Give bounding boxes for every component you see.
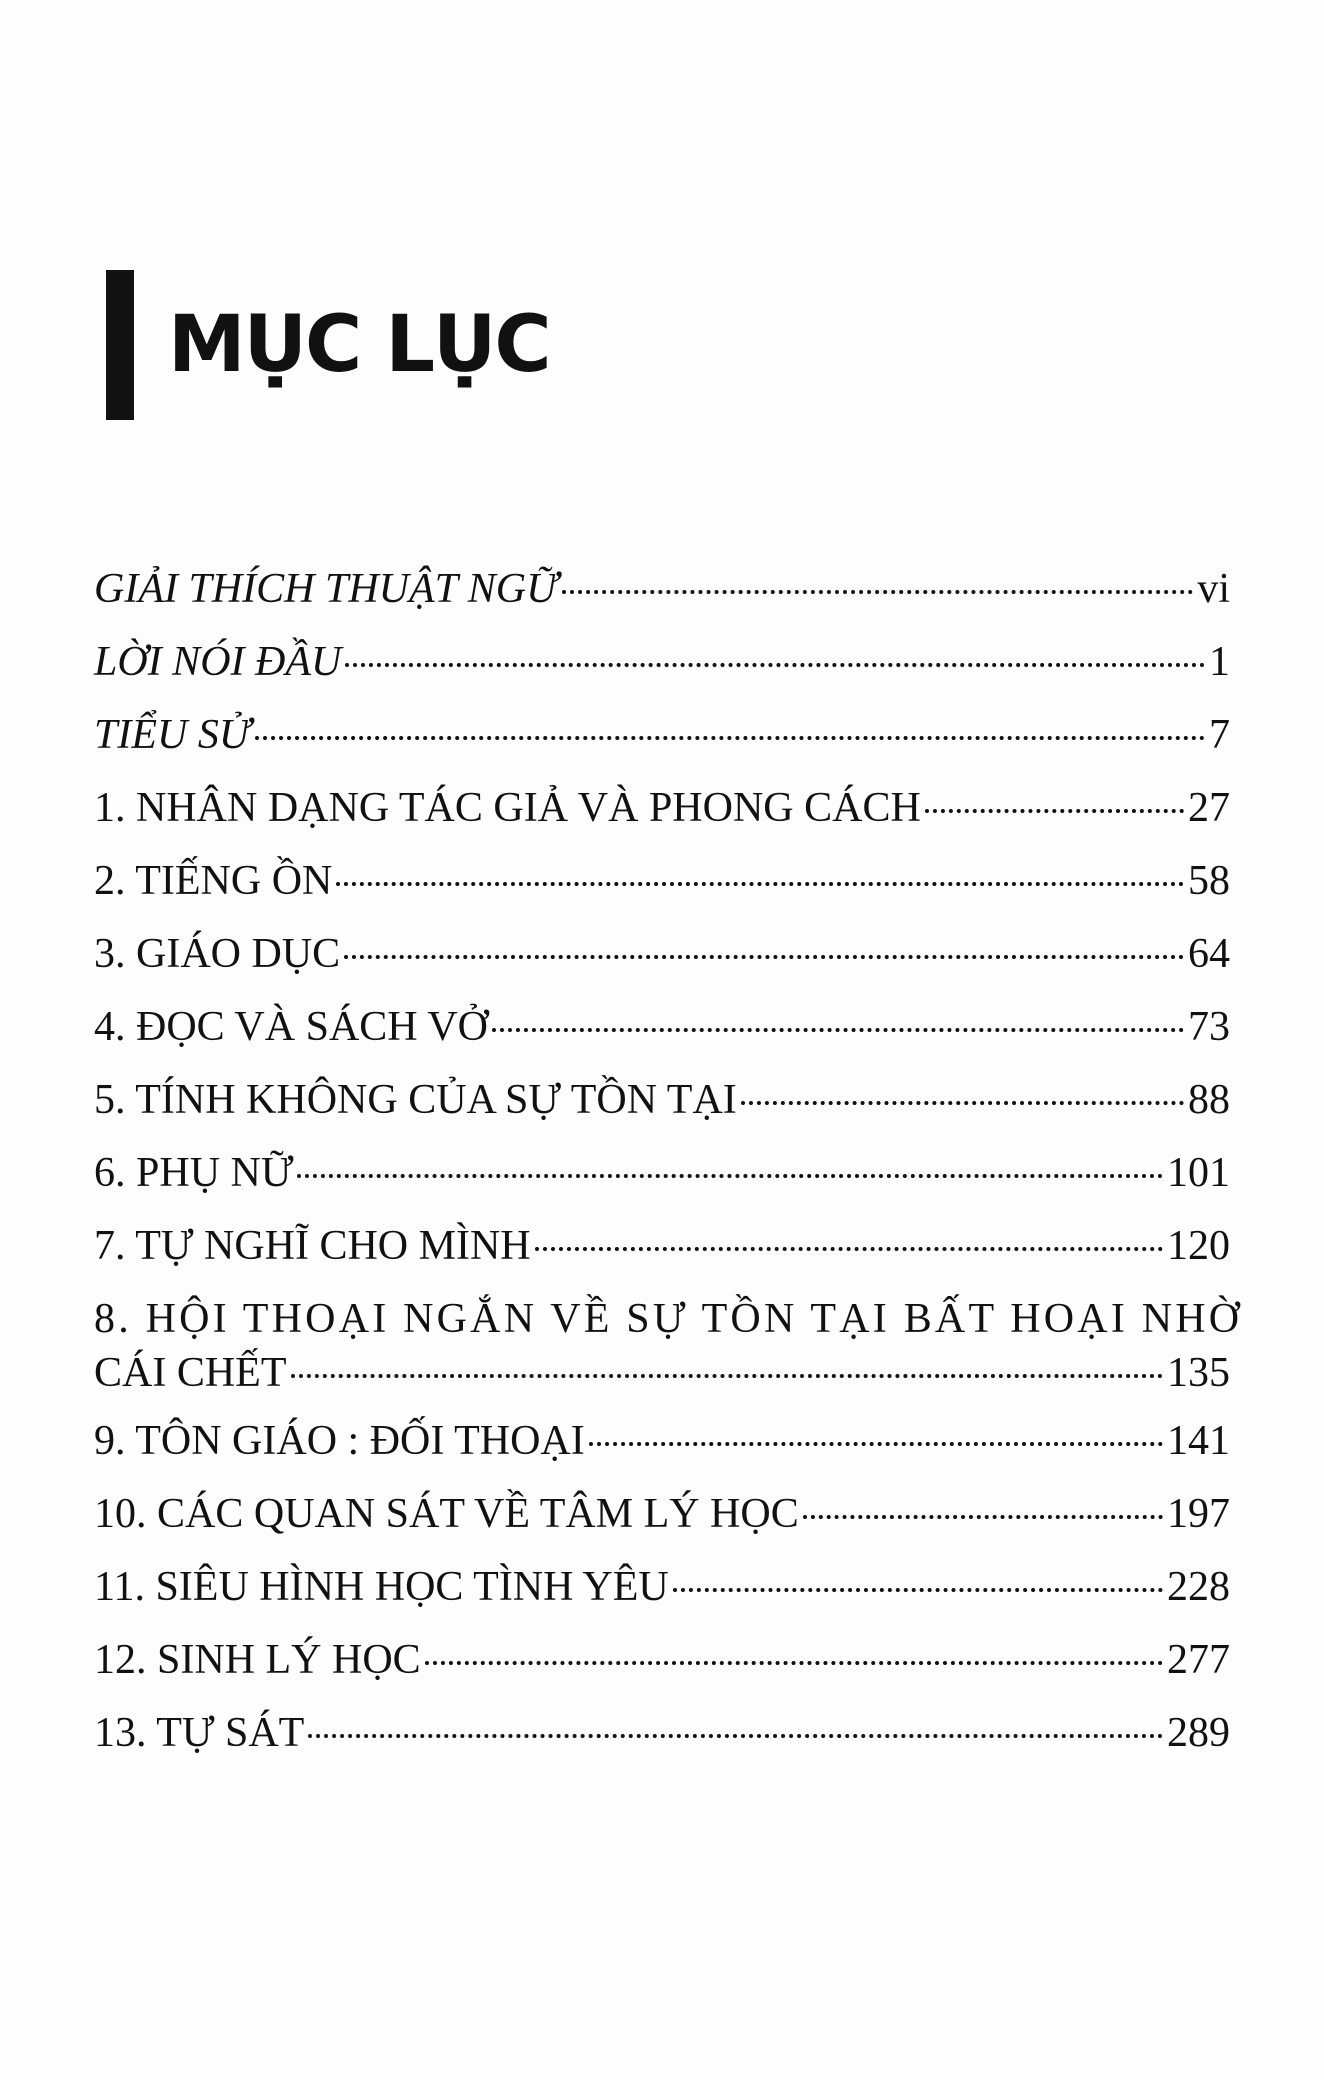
dot-leader [492, 1028, 1184, 1032]
toc-entry-page: 27 [1188, 785, 1230, 831]
toc-entry [94, 711, 1230, 784]
toc-entry-page: 120 [1167, 1223, 1230, 1269]
dot-leader [336, 882, 1184, 886]
toc-entry-label: 4. ĐỌC VÀ SÁCH VỞ [94, 1004, 489, 1050]
toc-entry-page: vi [1197, 566, 1230, 612]
dot-leader [535, 1247, 1163, 1251]
toc-entry-label: 13. TỰ SÁT [94, 1710, 305, 1756]
dot-leader [291, 1374, 1164, 1378]
dot-leader [297, 1174, 1163, 1178]
dot-leader [425, 1661, 1163, 1665]
toc-entry-page: 58 [1188, 858, 1230, 904]
toc-entry [94, 565, 1230, 638]
toc-entry [94, 1709, 1230, 1782]
toc-entry-label: 9. TÔN GIÁO : ĐỐI THOẠI [94, 1418, 585, 1464]
page-title: MỤC LỤC [168, 300, 550, 390]
toc-entry [94, 1417, 1230, 1490]
toc-entry-page: 141 [1167, 1418, 1230, 1464]
toc-entry [94, 1490, 1230, 1563]
dot-leader [589, 1442, 1163, 1446]
dot-leader [562, 590, 1194, 594]
toc-entry-page: 1 [1209, 639, 1230, 685]
toc-entry-label: 11. SIÊU HÌNH HỌC TÌNH YÊU [94, 1564, 669, 1610]
toc-entry [94, 930, 1230, 1003]
toc-entry [94, 784, 1230, 857]
dot-leader [255, 736, 1206, 740]
toc-entry-label: 12. SINH LÝ HỌC [94, 1637, 421, 1683]
dot-leader [345, 663, 1205, 667]
toc-entry-label: LỜI NÓI ĐẦU [94, 639, 342, 685]
toc-entry [94, 1076, 1230, 1149]
toc-entry [94, 1149, 1230, 1222]
toc-entry-label: 5. TÍNH KHÔNG CỦA SỰ TỒN TẠI [94, 1077, 737, 1123]
dot-leader [308, 1734, 1163, 1738]
toc-entry [94, 1222, 1230, 1295]
toc-entry-page: 197 [1167, 1491, 1230, 1537]
toc-entry [94, 1636, 1230, 1709]
toc-entry [94, 1563, 1230, 1636]
toc-entry-label: 10. CÁC QUAN SÁT VỀ TÂM LÝ HỌC [94, 1491, 799, 1537]
toc-entry-label: 2. TIẾNG ỒN [94, 858, 333, 904]
toc-entry-label: 7. TỰ NGHĨ CHO MÌNH [94, 1223, 531, 1269]
toc-entry-page: 7 [1209, 712, 1230, 758]
toc-entry-label: 1. NHÂN DẠNG TÁC GIẢ VÀ PHONG CÁCH [94, 785, 921, 831]
toc-heading [106, 270, 550, 420]
dot-leader [673, 1588, 1163, 1592]
toc-entry [94, 1295, 1243, 1417]
toc-entry-page: 289 [1167, 1710, 1230, 1756]
table-of-contents [94, 565, 1243, 1782]
toc-entry-label: TIỂU SỬ [94, 712, 251, 758]
toc-entry-label-line2: CÁI CHẾT [94, 1350, 287, 1396]
dot-leader [925, 809, 1184, 813]
toc-entry-page: 73 [1188, 1004, 1230, 1050]
toc-entry-page: 135 [1167, 1350, 1230, 1396]
toc-entry-label: 3. GIÁO DỤC [94, 931, 341, 977]
toc-entry-label: GIẢI THÍCH THUẬT NGỮ [94, 566, 558, 612]
dot-leader [344, 955, 1184, 959]
toc-entry-page: 64 [1188, 931, 1230, 977]
toc-entry-page: 277 [1167, 1637, 1230, 1683]
toc-entry [94, 1003, 1230, 1076]
toc-entry-label: 6. PHỤ NỮ [94, 1150, 294, 1196]
toc-entry-page: 101 [1167, 1150, 1230, 1196]
toc-entry-line2 [94, 1349, 1230, 1409]
toc-entry-page: 228 [1167, 1564, 1230, 1610]
dot-leader [741, 1101, 1184, 1105]
toc-entry [94, 857, 1230, 930]
toc-entry-page: 88 [1188, 1077, 1230, 1123]
heading-bar [106, 270, 134, 420]
dot-leader [803, 1515, 1163, 1519]
toc-entry-label-line1: 8. HỘI THOẠI NGẮN VỀ SỰ TỒN TẠI BẤT HOẠI NHỜ [94, 1296, 1243, 1342]
toc-entry [94, 638, 1230, 711]
